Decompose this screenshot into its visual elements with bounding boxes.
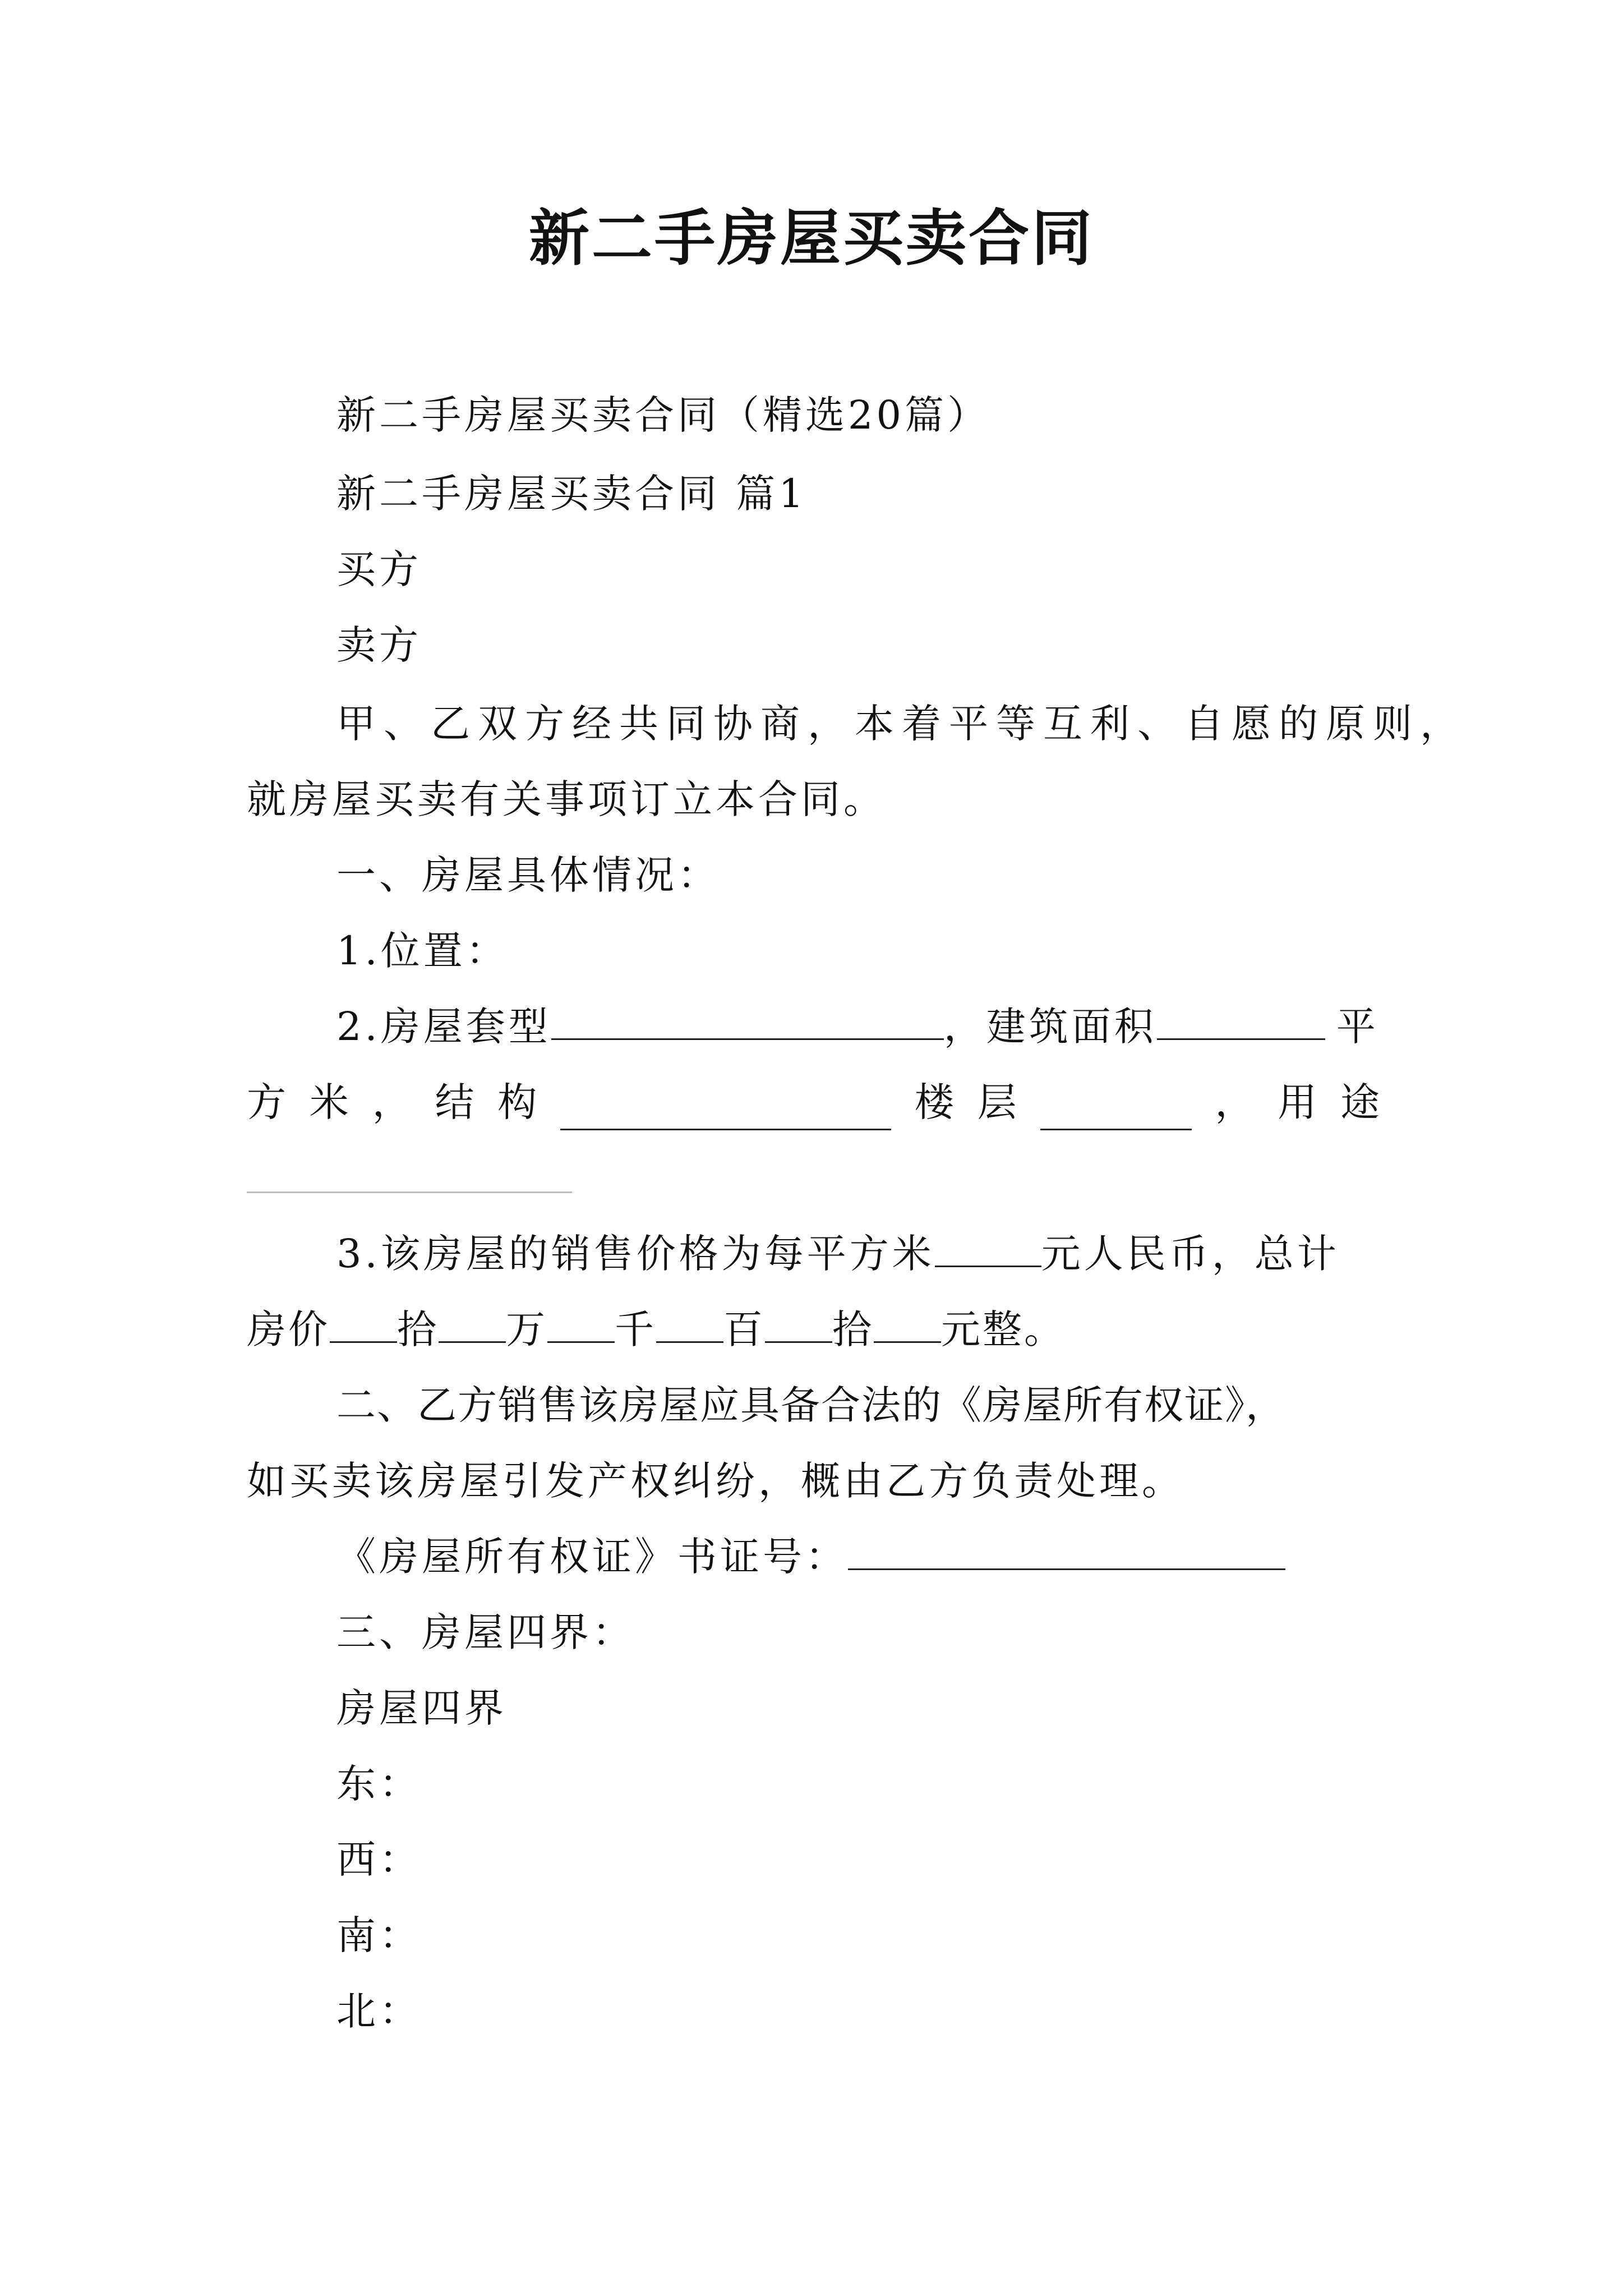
item3-price-label: 3.该房屋的销售价格为每平方米	[336, 1231, 935, 1277]
char: ，	[1215, 1079, 1255, 1125]
blank-structure	[560, 1089, 891, 1130]
unit-wan: 万	[506, 1306, 547, 1352]
blank-amount	[874, 1302, 941, 1343]
intro-line-2: 就房屋买卖有关事项订立本合同。	[247, 776, 886, 822]
unit-bai: 百	[723, 1306, 765, 1352]
unit-yuan: 元整。	[941, 1306, 1066, 1352]
blank-usage	[247, 1189, 572, 1193]
boundary-north: 北：	[336, 1988, 422, 2034]
blank-amount	[547, 1302, 615, 1343]
char: 方	[247, 1079, 286, 1125]
item3-line-1	[336, 1226, 1340, 1282]
blank-floor	[1040, 1089, 1192, 1130]
seller-label: 卖方	[336, 622, 422, 668]
blank-amount	[656, 1302, 723, 1343]
clause2-line-1: 二、乙方销售该房屋应具备合法的《房屋所有权证》，	[336, 1382, 1286, 1428]
item3-line-2	[247, 1301, 1066, 1358]
clause3-heading: 三、房屋四界：	[336, 1609, 635, 1655]
char: ，	[372, 1079, 412, 1125]
char: 途	[1340, 1079, 1380, 1125]
blank-cert-number	[848, 1529, 1285, 1570]
item2-line-1	[336, 999, 1379, 1055]
boundary-east: 东：	[336, 1761, 422, 1807]
item3-total-label: 元人民币，总计	[1041, 1231, 1340, 1277]
unit-shi-wan: 拾	[397, 1306, 439, 1352]
blank-amount	[439, 1302, 506, 1343]
item2-line-2	[247, 1074, 1380, 1130]
blank-price-per-sqm	[935, 1226, 1041, 1267]
item2-label-type: 2.房屋套型	[336, 1004, 551, 1050]
cert-number-label: 《房屋所有权证》书证号：	[336, 1534, 848, 1580]
blank-floor-area	[1157, 999, 1325, 1040]
section-heading: 新二手房屋买卖合同 篇1	[336, 471, 807, 517]
clause1-heading: 一、房屋具体情况：	[336, 852, 720, 898]
item1-location: 1.位置：	[336, 928, 509, 974]
document-title: 新二手房屋买卖合同	[528, 203, 1094, 274]
boundary-west: 西：	[336, 1837, 422, 1883]
cert-number-line	[336, 1529, 1285, 1585]
subtitle: 新二手房屋买卖合同（精选20篇）	[336, 392, 990, 438]
buyer-label: 买方	[336, 546, 422, 592]
boundary-south: 南：	[336, 1912, 422, 1958]
total-price-label: 房价	[247, 1306, 330, 1352]
blank-amount	[330, 1302, 397, 1343]
char: 用	[1278, 1079, 1317, 1125]
char: 楼	[914, 1079, 954, 1125]
item2-label-area: ，建筑面积	[943, 1004, 1157, 1050]
item2-label-unit: 平	[1336, 1004, 1379, 1050]
char: 结	[435, 1079, 474, 1125]
char: 构	[497, 1079, 537, 1125]
unit-shi: 拾	[832, 1306, 874, 1352]
intro-line-1: 甲、乙双方经共同协商，本着平等互利、自愿的原则，	[336, 701, 1467, 747]
blank-amount	[765, 1302, 832, 1343]
char: 层	[977, 1079, 1017, 1125]
boundaries-label: 房屋四界	[336, 1685, 507, 1731]
clause2-line-2: 如买卖该房屋引发产权纠纷，概由乙方负责处理。	[247, 1458, 1184, 1504]
blank-house-type	[551, 999, 944, 1040]
unit-qian: 千	[615, 1306, 656, 1352]
char: 米	[309, 1079, 349, 1125]
